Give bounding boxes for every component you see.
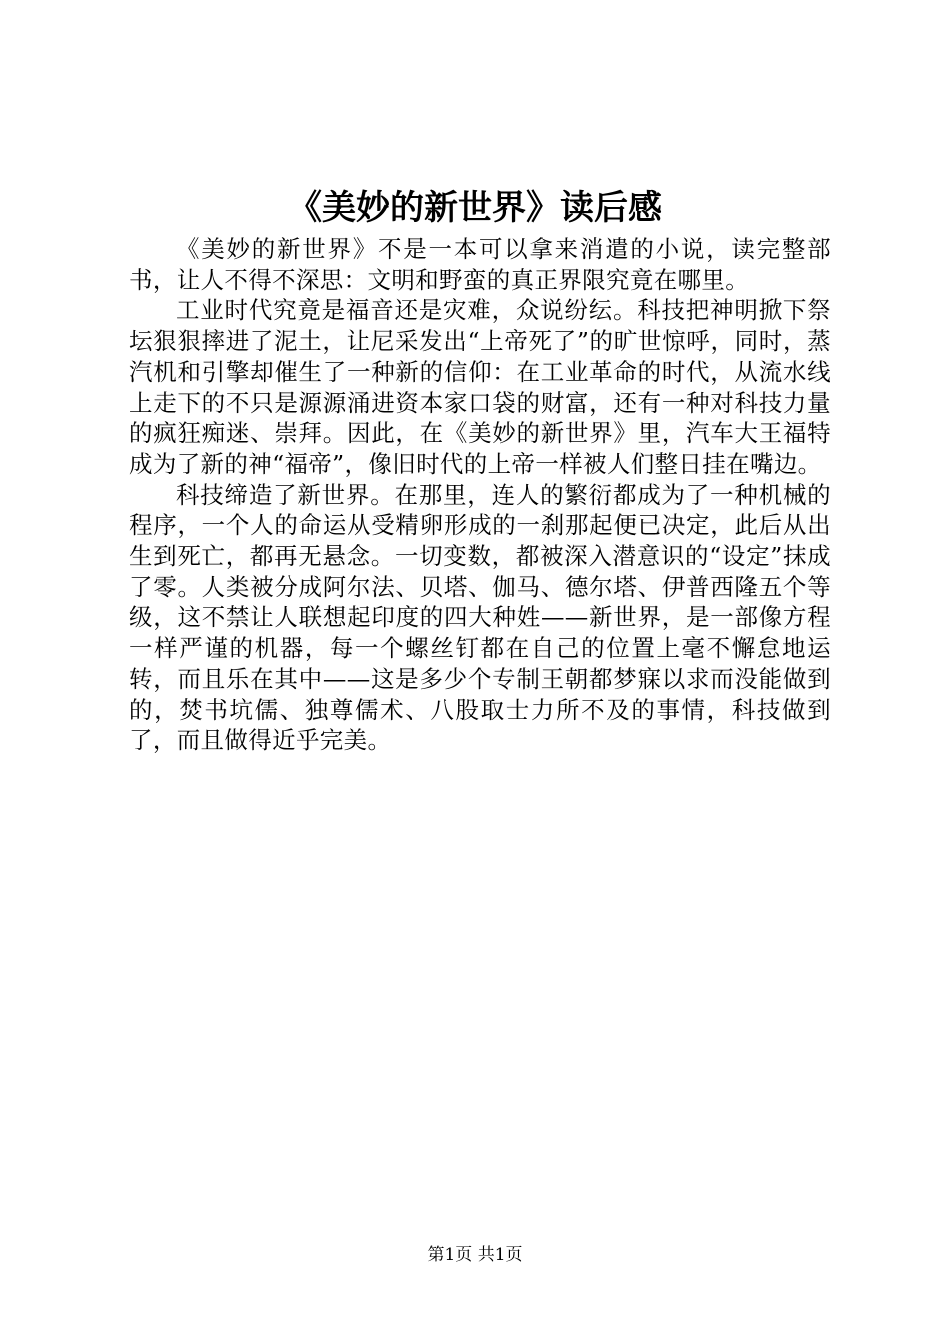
document-title: 《美妙的新世界》读后感 xyxy=(288,188,662,228)
document-body xyxy=(129,234,831,756)
page-footer: 第1页 共1页 xyxy=(427,1245,523,1265)
paragraph-3: 科技缔造了新世界。在那里，连人的繁衍都成为了一种机械的程序，一个人的命运从受精卵形成的一刹那起便已决定，此后从出生到死亡，都再无悬念。一切变数，都被深入潜意识的“设定”抹成了零。人类被分成阿尔法、贝塔、伽马、德尔塔、伊普西隆五个等级，这不禁让人联想起印度的四大种姓——新世界，是一部像方程一样严谨的机器，每一个螺丝钉都在自己的位置上毫不懈怠地运转，而且乐在其中——这是多少个专制王朝都梦寐以求而没能做到的，焚书坑儒、独尊儒术、八股取士力所不及的事情，科技做到了，而且做得近乎完美。 xyxy=(129,480,831,755)
paragraph-2: 工业时代究竟是福音还是灾难，众说纷纭。科技把神明掀下祭坛狠狠摔进了泥土，让尼采发出“上帝死了”的旷世惊呼，同时，蒸汽机和引擎却催生了一种新的信仰：在工业革命的时代，从流水线上走下的不只是源源涌进资本家口袋的财富，还有一种对科技力量的疯狂痴迷、崇拜。因此，在《美妙的新世界》里，汽车大王福特成为了新的神“福帝”，像旧时代的上帝一样被人们整日挂在嘴边。 xyxy=(129,296,831,478)
paragraph-1: 《美妙的新世界》不是一本可以拿来消遣的小说，读完整部书，让人不得不深思：文明和野蛮的真正界限究竟在哪里。 xyxy=(129,235,831,294)
